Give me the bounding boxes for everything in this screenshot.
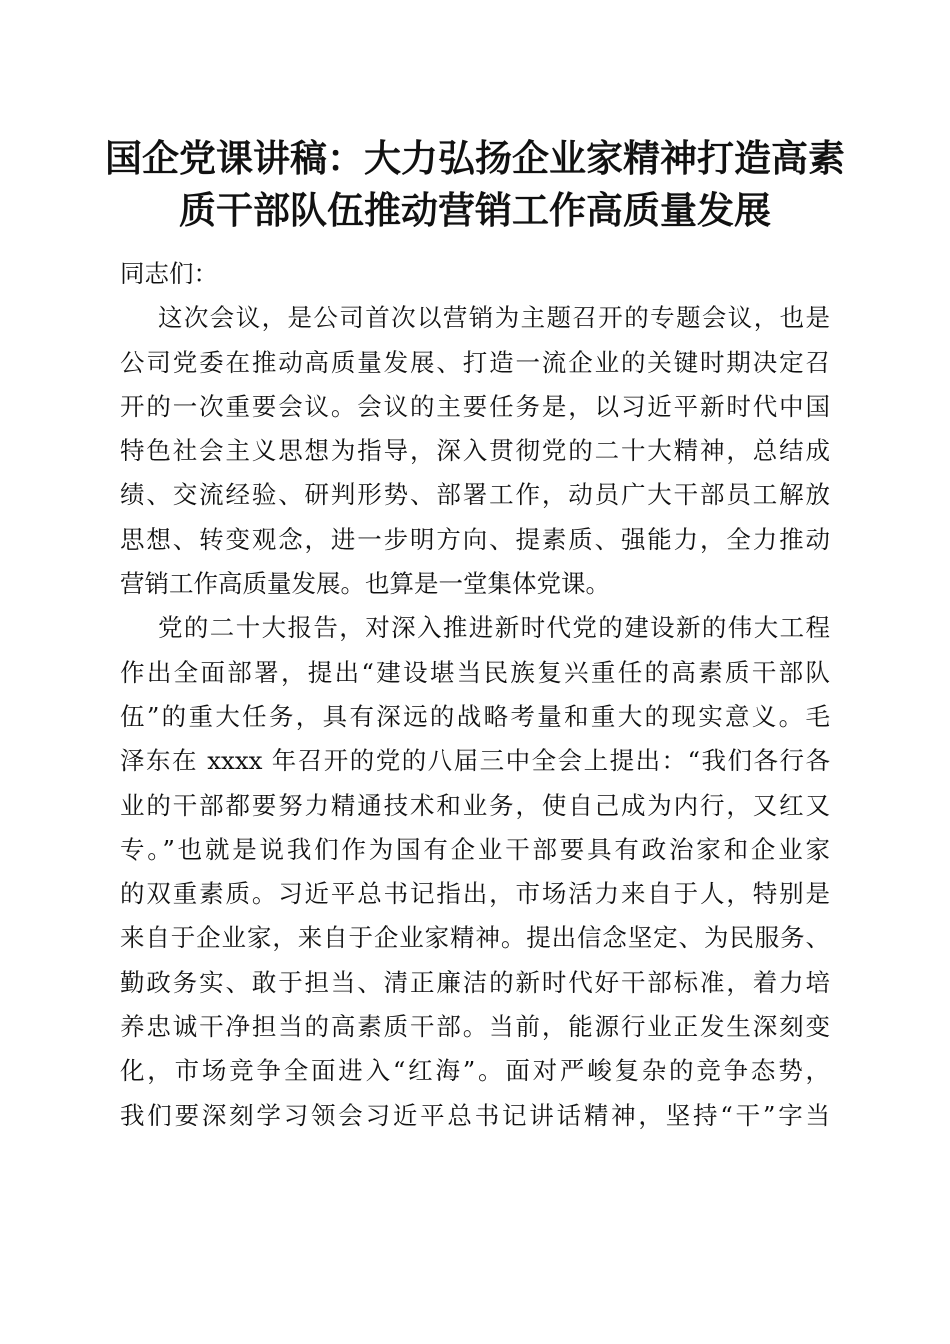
- paragraph-line: 特色社会主义思想为指导，深入贯彻党的二十大精神，总结成: [120, 436, 830, 466]
- title-line-2: 质干部队伍推动营销工作高质量发展: [179, 188, 771, 232]
- paragraph-line: 勤政务实、敢于担当、清正廉洁的新时代好干部标准，着力培: [120, 967, 830, 997]
- paragraph-line: 泽东在 xxxx 年召开的党的八届三中全会上提出：“我们各行各: [120, 746, 830, 776]
- paragraph-line: 业的干部都要努力精通技术和业务，使自己成为内行，又红又: [120, 790, 830, 820]
- document-body: [120, 252, 830, 1138]
- paragraph-line: 开的一次重要会议。会议的主要任务是，以习近平新时代中国: [120, 391, 830, 421]
- paragraph-line: 伍”的重大任务，具有深远的战略考量和重大的现实意义。毛: [120, 701, 830, 731]
- paragraph-line: 绩、交流经验、研判形势、部署工作，动员广大干部员工解放: [120, 480, 830, 510]
- paragraph-line: 公司党委在推动高质量发展、打造一流企业的关键时期决定召: [120, 347, 830, 377]
- paragraph-line: 作出全面部署，提出“建设堪当民族复兴重任的高素质干部队: [120, 657, 830, 687]
- salutation: 同志们：: [120, 259, 218, 288]
- paragraph-1: [120, 296, 830, 606]
- paragraph-line: 营销工作高质量发展。也算是一堂集体党课。: [120, 569, 610, 599]
- paragraph-line: 这次会议，是公司首次以营销为主题召开的专题会议，也是: [158, 303, 830, 333]
- document-title: [100, 132, 850, 236]
- paragraph-line: 的双重素质。习近平总书记指出，市场活力来自于人，特别是: [120, 879, 830, 909]
- paragraph-line: 化，市场竞争全面进入“红海”。面对严峻复杂的竞争态势，: [120, 1056, 830, 1086]
- title-line-1: 国企党课讲稿：大力弘扬企业家精神打造高素: [105, 136, 845, 180]
- paragraph-line: 专。”也就是说我们作为国有企业干部要具有政治家和企业家: [120, 834, 830, 864]
- paragraph-line: 我们要深刻学习领会习近平总书记讲话精神，坚持“干”字当: [120, 1100, 830, 1130]
- paragraph-2: [120, 606, 830, 1138]
- paragraph-line: 思想、转变观念，进一步明方向、提素质、强能力，全力推动: [120, 524, 830, 554]
- paragraph-line: 党的二十大报告，对深入推进新时代党的建设新的伟大工程: [158, 613, 830, 643]
- paragraph-line: 来自于企业家，来自于企业家精神。提出信念坚定、为民服务、: [120, 923, 830, 953]
- paragraph-line: 养忠诚干净担当的高素质干部。当前，能源行业正发生深刻变: [120, 1012, 830, 1042]
